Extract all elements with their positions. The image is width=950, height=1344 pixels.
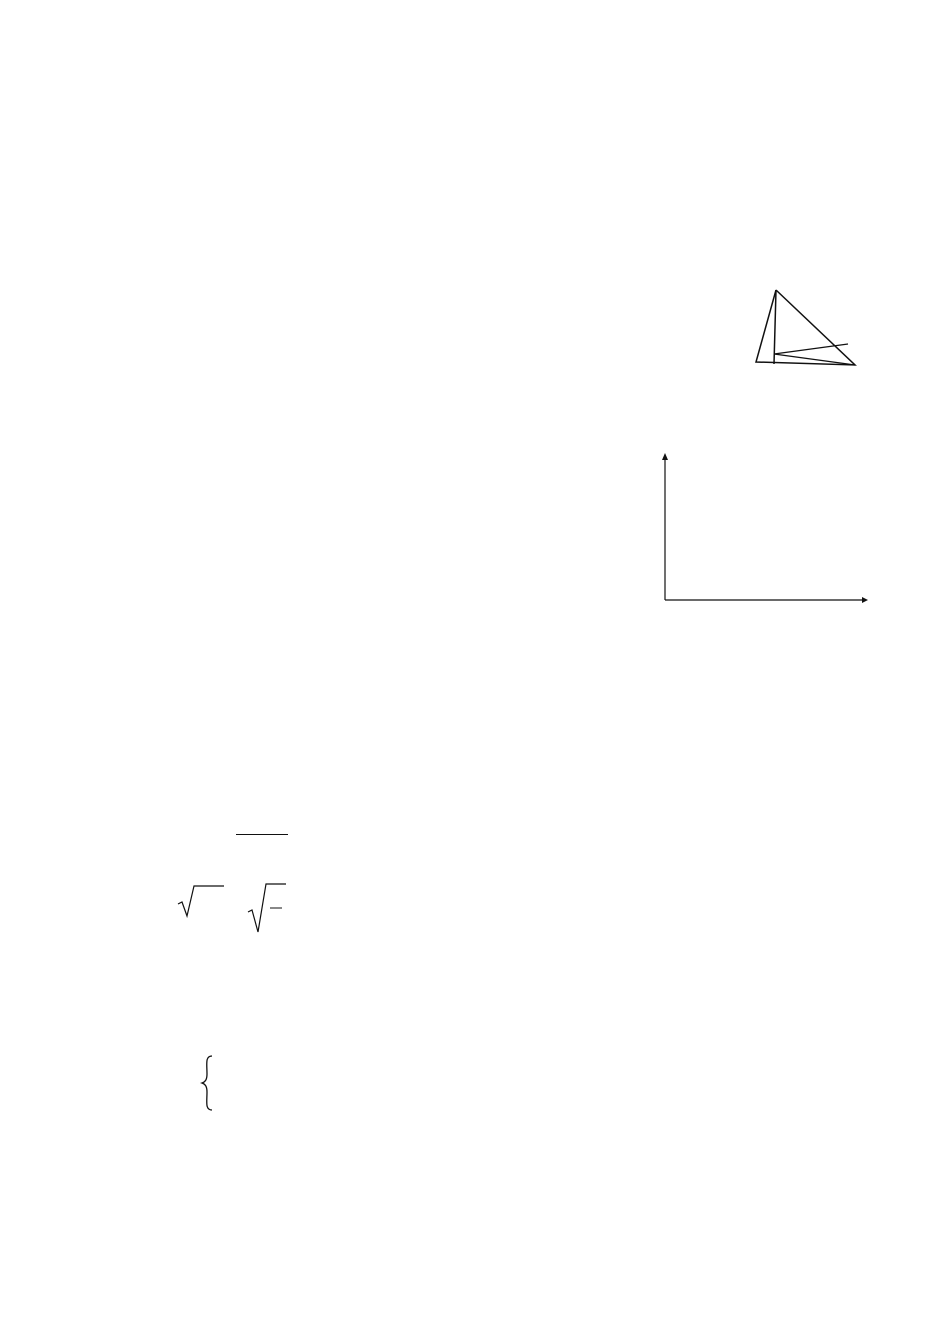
q10-chart — [630, 448, 870, 618]
q13-radicals — [176, 880, 296, 940]
chart-y-arrow — [662, 453, 668, 460]
q16-brace — [200, 1054, 214, 1112]
q12-fraction-bar — [236, 834, 288, 835]
q9-triangle-figure — [748, 274, 868, 384]
chart-x-arrow — [862, 597, 868, 603]
